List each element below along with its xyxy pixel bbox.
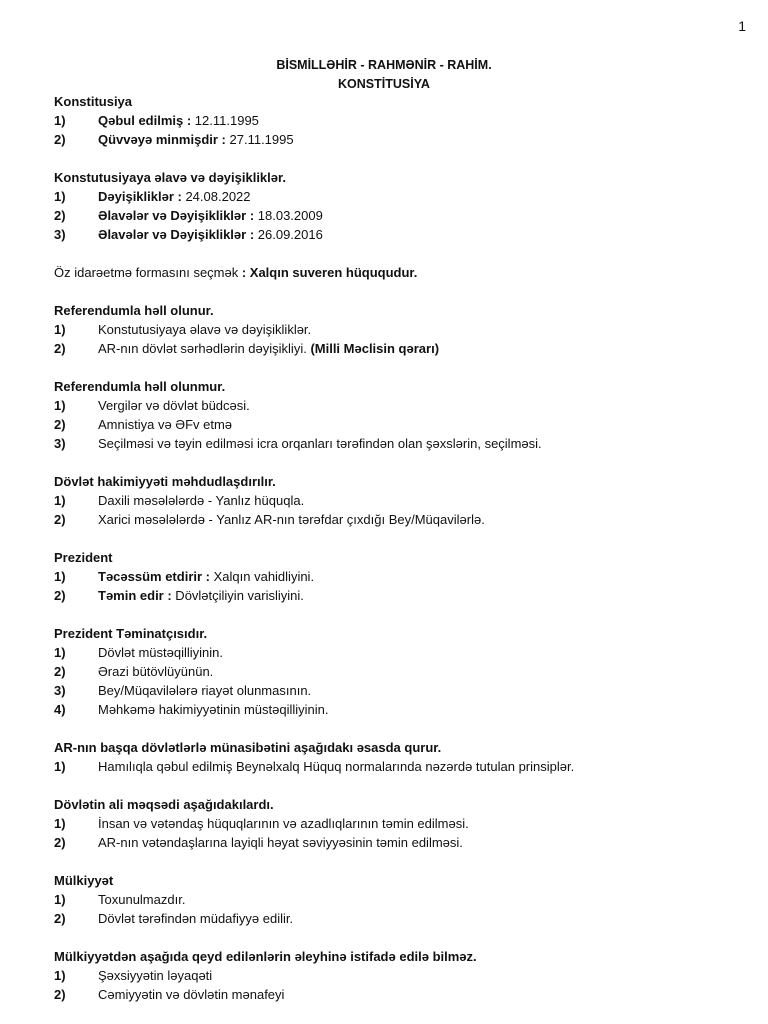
list-item [54, 187, 734, 206]
list-number: 2) [54, 664, 66, 679]
list-item [54, 700, 734, 719]
list-text: Konstutusiyaya əlavə və dəyişikliklər. [98, 322, 312, 337]
list-text: Daxili məsələlərdə - Yanlız hüquqla. [98, 493, 305, 508]
list-text: Cəmiyyətin və dövlətin mənafeyi [98, 987, 285, 1002]
item-value: 26.09.2016 [254, 227, 323, 242]
list-number: 2) [54, 341, 66, 356]
section-heading: Prezident Təminatçısıdır. [54, 626, 208, 641]
list-item [54, 586, 734, 605]
list-text [98, 567, 314, 586]
list-item [54, 681, 734, 700]
section-heading: Konstutusiyaya əlavə və dəyişikliklər. [54, 170, 286, 185]
item-value: 12.11.1995 [191, 113, 259, 128]
list-number: 1) [54, 968, 66, 983]
item-label: Dəyişikliklər : [98, 189, 182, 204]
item-value: Dövlətçiliyin varisliyini. [171, 588, 304, 603]
list-text: Bey/Müqavilələrə riayət olunmasının. [98, 683, 312, 698]
list-number: 2) [54, 512, 66, 527]
item-bold-note: (Milli Məclisin qərarı) [310, 341, 440, 356]
page-number: 1 [738, 18, 746, 34]
list-number: 1) [54, 322, 66, 337]
list-number: 2) [54, 987, 66, 1002]
section-heading: Konstitusiya [54, 94, 133, 109]
section-konstitusiya [54, 92, 734, 149]
list-item [54, 985, 734, 1004]
section-president-guarantor [54, 624, 734, 719]
list-number: 2) [54, 208, 66, 223]
item-text: AR-nın dövlət sərhədlərin dəyişikliyi. [98, 341, 311, 356]
section-referendum-not-decided [54, 377, 734, 453]
list-text [98, 339, 439, 358]
list-text: Şəxsiyyətin ləyaqəti [98, 968, 213, 983]
item-label: Əlavələr və Dəyişikliklər : [98, 227, 255, 242]
item-label: Təmin edir : [98, 588, 172, 603]
list-text: Xarici məsələlərdə - Yanlız AR-nın tərəfdar çıxdığı Bey/Müqavilərlə. [98, 512, 485, 527]
list-number: 3) [54, 436, 66, 451]
section-power-limited [54, 472, 734, 529]
list-number: 2) [54, 911, 66, 926]
list-number: 1) [54, 113, 66, 128]
list-item [54, 206, 734, 225]
list-item [54, 339, 734, 358]
list-number: 1) [54, 645, 66, 660]
list-item [54, 415, 734, 434]
list-number: 3) [54, 227, 66, 242]
list-item [54, 757, 734, 776]
list-item [54, 662, 734, 681]
list-text [98, 206, 323, 225]
list-text [98, 130, 294, 149]
list-item [54, 814, 734, 833]
list-item [54, 510, 734, 529]
list-text: Amnistiya və ƏFv etmə [98, 417, 233, 432]
list-number: 2) [54, 132, 66, 147]
list-item [54, 909, 734, 928]
list-text: Dövlət müstəqilliyinin. [98, 645, 223, 660]
section-amendments [54, 168, 734, 244]
statement-bold: : Xalqın suveren hüququdur. [241, 265, 418, 280]
title-line-2: KONSTİTUSİYA [338, 77, 430, 91]
item-value: Xalqın vahidliyini. [210, 569, 315, 584]
section-foreign-relations [54, 738, 734, 776]
list-text [98, 111, 259, 130]
section-state-goal [54, 795, 734, 852]
document-title [0, 56, 768, 94]
list-text [98, 225, 323, 244]
section-property-restrictions [54, 947, 734, 1004]
section-heading: Dövlətin ali məqsədi aşağıdakılardı. [54, 797, 274, 812]
list-text: AR-nın vətəndaşlarına layiqli həyat səviyyəsinin təmin edilməsi. [98, 835, 463, 850]
list-number: 1) [54, 759, 66, 774]
section-heading: Referendumla həll olunmur. [54, 379, 226, 394]
list-number: 2) [54, 588, 66, 603]
list-number: 4) [54, 702, 66, 717]
item-label: Qüvvəyə minmişdir : [98, 132, 226, 147]
list-item [54, 643, 734, 662]
list-item [54, 567, 734, 586]
section-self-governance [54, 263, 734, 282]
list-number: 3) [54, 683, 66, 698]
statement-line [54, 263, 734, 282]
section-property [54, 871, 734, 928]
document-body [54, 92, 734, 1023]
list-text: Ərazi bütövlüyünün. [98, 664, 214, 679]
item-value: 27.11.1995 [225, 132, 294, 147]
item-label: Əlavələr və Dəyişikliklər : [98, 208, 255, 223]
list-number: 2) [54, 417, 66, 432]
list-item [54, 890, 734, 909]
list-number: 1) [54, 569, 66, 584]
list-text: Toxunulmazdır. [98, 892, 186, 907]
list-number: 1) [54, 189, 66, 204]
list-number: 1) [54, 398, 66, 413]
section-referendum-decided [54, 301, 734, 358]
title-line-1: BİSMİLLƏHİR - RAHMƏNİR - RAHİM. [276, 58, 492, 72]
section-heading: Prezident [54, 550, 113, 565]
section-heading: Referendumla həll olunur. [54, 303, 214, 318]
list-text: İnsan və vətəndaş hüquqlarının və azadlıqlarının təmin edilməsi. [98, 816, 469, 831]
list-item [54, 130, 734, 149]
list-text: Dövlət tərəfindən müdafiyyə edilir. [98, 911, 294, 926]
list-item [54, 396, 734, 415]
list-text: Seçilməsi və təyin edilməsi icra orqanları tərəfindən olan şəxslərin, seçilməsi. [98, 436, 542, 451]
list-text: Məhkəmə hakimiyyətinin müstəqilliyinin. [98, 702, 329, 717]
section-heading: Mülkiyyətdən aşağıda qeyd edilənlərin əleyhinə istifadə edilə bilməz. [54, 949, 477, 964]
list-item [54, 225, 734, 244]
section-heading: AR-nın başqa dövlətlərlə münasibətini aşağıdakı əsasda qurur. [54, 740, 442, 755]
section-president [54, 548, 734, 605]
section-heading: Dövlət hakimiyyəti məhdudlaşdırılır. [54, 474, 276, 489]
list-item [54, 111, 734, 130]
item-value: 24.08.2022 [181, 189, 251, 204]
statement-plain: Öz idarəetmə formasını seçmək [54, 265, 242, 280]
section-heading: Mülkiyyət [54, 873, 114, 888]
list-item [54, 434, 734, 453]
item-label: Qəbul edilmiş : [98, 113, 192, 128]
list-text [98, 586, 304, 605]
list-number: 2) [54, 835, 66, 850]
list-item [54, 320, 734, 339]
list-number: 1) [54, 493, 66, 508]
list-number: 1) [54, 816, 66, 831]
list-text [98, 187, 251, 206]
list-text: Vergilər və dövlət büdcəsi. [98, 398, 250, 413]
item-label: Təcəssüm etdirir : [98, 569, 210, 584]
item-value: 18.03.2009 [254, 208, 323, 223]
list-text: Hamılıqla qəbul edilmiş Beynəlxalq Hüquq normalarında nəzərdə tutulan prinsiplər. [98, 759, 575, 774]
list-item [54, 966, 734, 985]
list-item [54, 491, 734, 510]
list-number: 1) [54, 892, 66, 907]
list-item [54, 833, 734, 852]
